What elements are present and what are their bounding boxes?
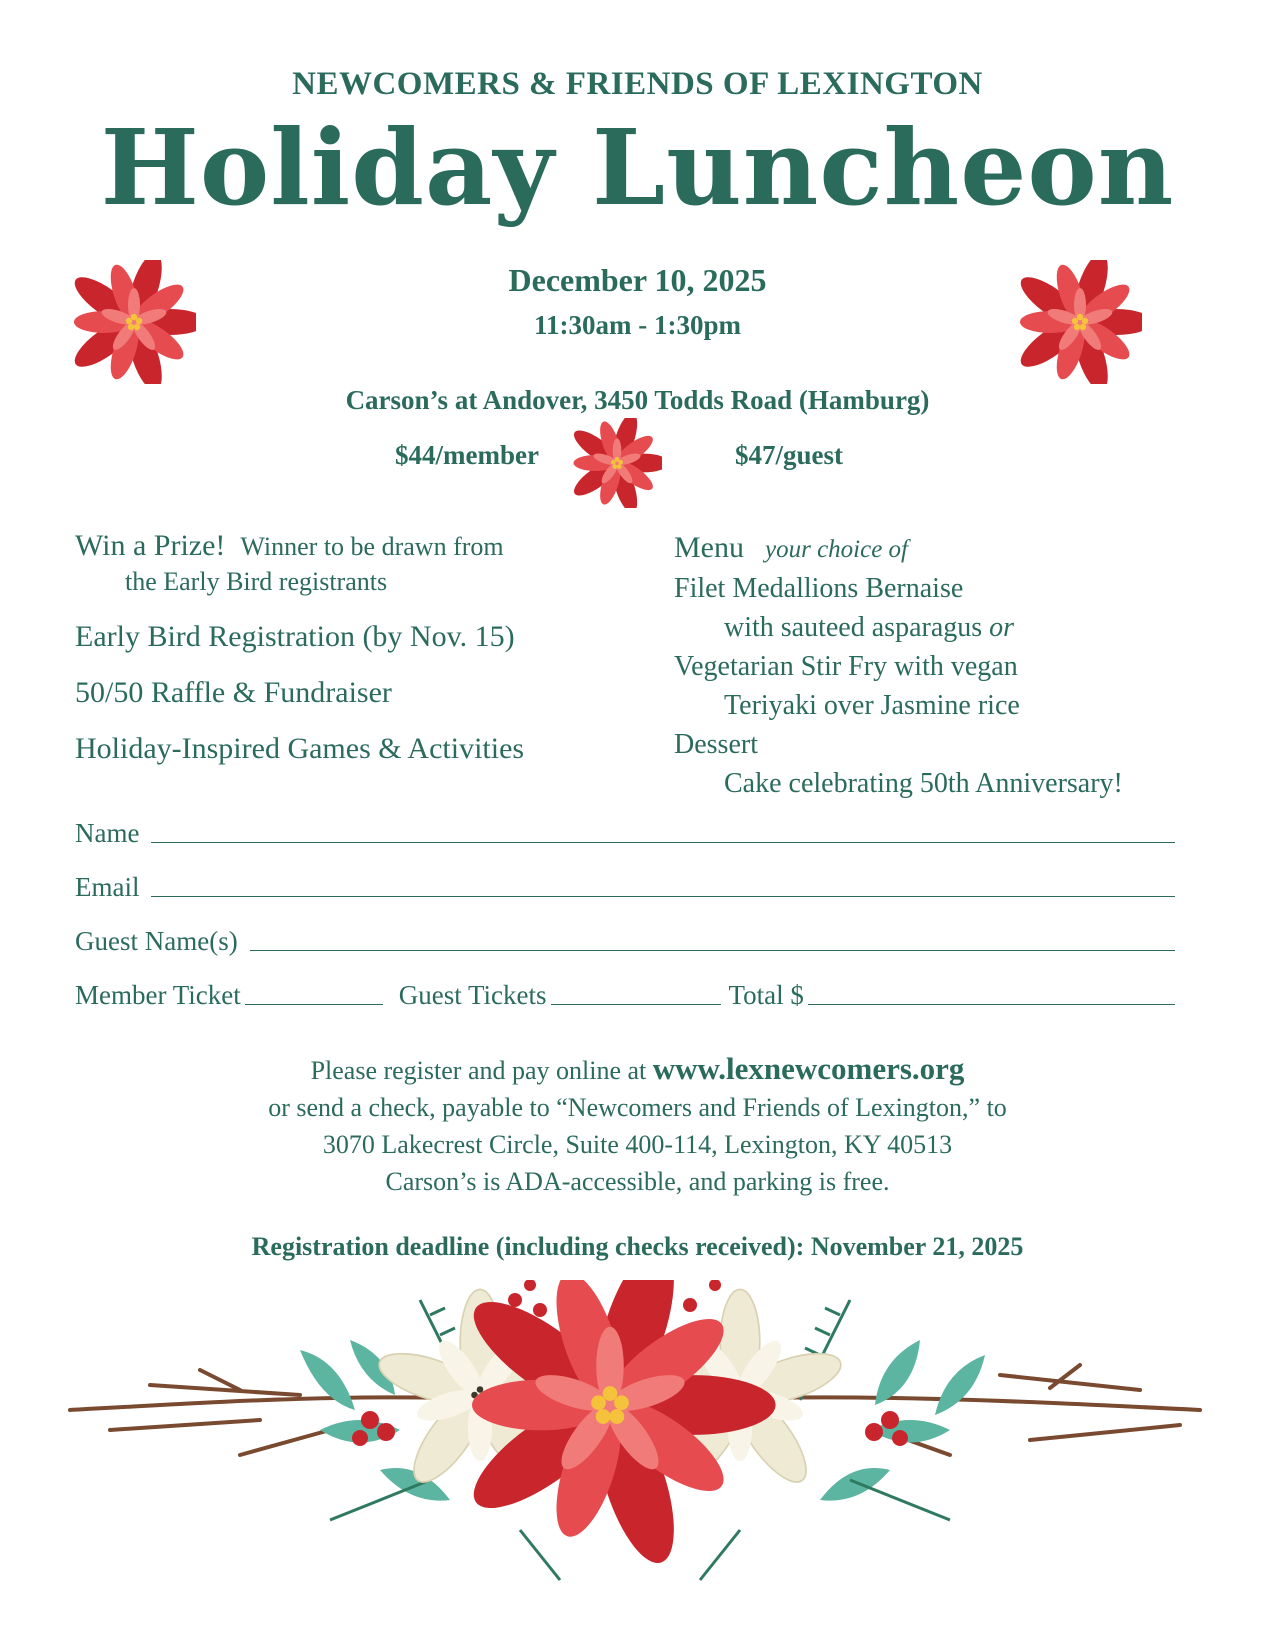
poinsettia-center-icon [572,418,662,508]
menu-subheading: your choice of [765,536,909,563]
name-field[interactable] [75,818,1175,849]
event-venue: Carson’s at Andover, 3450 Todds Road (Hamburg) [345,385,930,415]
menu-item-1-side-text: with sauteed asparagus [724,612,983,643]
prize-detail-1: Winner to be drawn from [240,532,504,561]
website-link[interactable]: www.lexnewcomers.org [652,1051,965,1086]
email-line[interactable] [151,874,1175,897]
total-line[interactable] [808,982,1175,1005]
early-bird-item: Early Bird Registration (by Nov. 15) [75,620,515,653]
email-label: Email [75,872,140,902]
total-label: Total $ [728,980,804,1010]
floral-garland-illustration [0,1280,1275,1650]
mailing-address: 3070 Lakecrest Circle, Suite 400-114, Lexington, KY 40513 [322,1130,953,1159]
dessert-item: Cake celebrating 50th Anniversary! [724,768,1123,799]
guest-tickets-line[interactable] [551,982,721,1005]
price-guest: $47/guest [735,440,843,470]
name-line[interactable] [151,820,1175,843]
member-ticket-label: Member Ticket [75,980,241,1010]
name-label: Name [75,818,140,848]
registration-info [0,1050,1275,1200]
guest-tickets-label: Guest Tickets [398,980,547,1010]
menu-item-2: Vegetarian Stir Fry with vegan [674,651,1018,682]
guest-names-label: Guest Name(s) [75,926,238,956]
dessert-heading: Dessert [674,729,758,760]
event-title: Holiday Luncheon [100,106,1175,229]
prize-detail-2: the Early Bird registrants [125,567,388,596]
raffle-item: 50/50 Raffle & Fundraiser [75,676,392,709]
prize-title: Win a Prize! [75,529,226,562]
menu-section [674,528,1234,803]
games-item: Holiday-Inspired Games & Activities [75,732,525,765]
guest-names-field[interactable] [75,926,1175,957]
guest-names-line[interactable] [250,928,1175,951]
ticket-row [75,980,1175,1011]
menu-or: or [989,612,1015,643]
menu-heading-row [674,528,1234,569]
accessibility-note: Carson’s is ADA-accessible, and parking is free. [385,1167,890,1196]
organization-name: NEWCOMERS & FRIENDS OF LEXINGTON [292,66,983,102]
highlights-list [75,528,635,787]
registration-deadline: Registration deadline (including checks received): November 21, 2025 [251,1232,1024,1261]
menu-item-1: Filet Medallions Bernaise [674,573,964,604]
email-field[interactable] [75,872,1175,903]
event-date: December 10, 2025 [508,262,767,298]
menu-item-2-side: Teriyaki over Jasmine rice [724,690,1020,721]
check-line: or send a check, payable to “Newcomers and Friends of Lexington,” to [268,1093,1007,1122]
menu-item-1-side [674,608,1234,647]
register-online-line [0,1050,1275,1089]
register-prefix: Please register and pay online at [310,1056,647,1085]
menu-heading: Menu [674,531,744,564]
member-ticket-line[interactable] [245,982,383,1005]
prize-item [75,528,635,599]
event-time: 11:30am - 1:30pm [534,310,741,340]
price-member: $44/member [395,440,539,470]
